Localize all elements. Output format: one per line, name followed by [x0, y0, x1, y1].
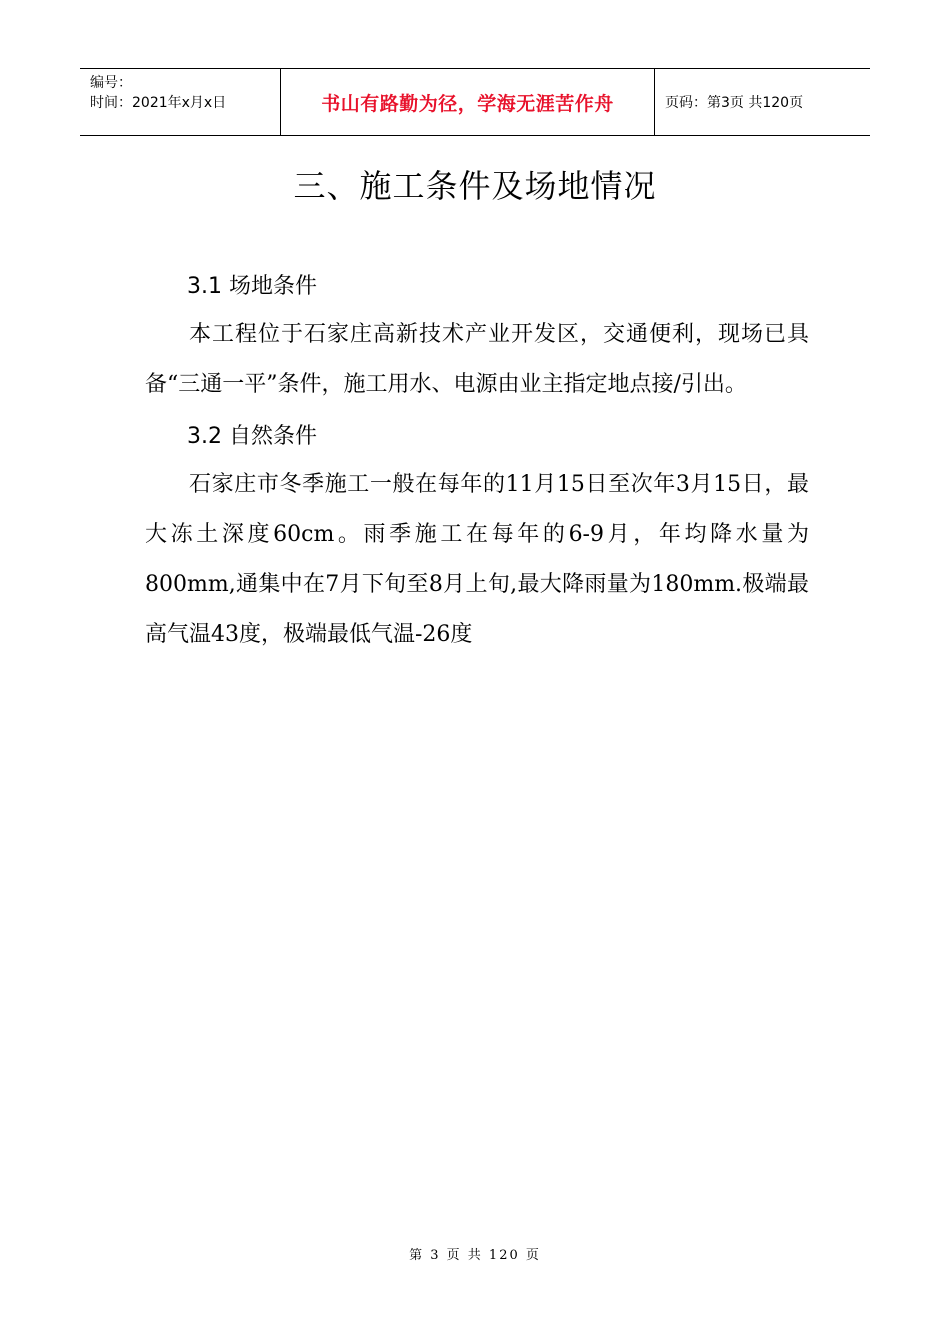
document-body [145, 264, 809, 660]
date-label: 时间：2021年x月x日 [90, 95, 227, 111]
page-footer: 第 3 页 共 120 页 [409, 1248, 541, 1263]
section-site-conditions [145, 264, 809, 410]
section-heading: 3.1 场地条件 [187, 274, 317, 299]
header-meta-cell [80, 69, 281, 135]
section-natural-conditions [145, 414, 809, 660]
header-page-cell [655, 69, 870, 135]
page-title: 三、施工条件及场地情况 [293, 167, 657, 205]
section-paragraph: 石家庄市冬季施工一般在每年的11月15日至次年3月15日，最大冻土深度60cm。雨季施工在每年的6-9月，年均降水量为800mm,通集中在7月下旬至8月上旬,最大降雨量为180mm.极端最高气温43度，极端最低气温-26度 [145, 472, 809, 647]
section-paragraph: 本工程位于石家庄高新技术产业开发区，交通便利，现场已具备“三通一平”条件，施工用水、电源由业主指定地点接/引出。 [145, 322, 809, 397]
section-heading: 3.2 自然条件 [187, 424, 317, 449]
document-header [80, 68, 870, 136]
header-motto-cell [281, 69, 655, 135]
header-motto: 书山有路勤为径，学海无涯苦作舟 [321, 92, 614, 115]
serial-label: 编号： [90, 75, 132, 91]
header-page-info: 页码：第3页 共120页 [665, 95, 804, 111]
